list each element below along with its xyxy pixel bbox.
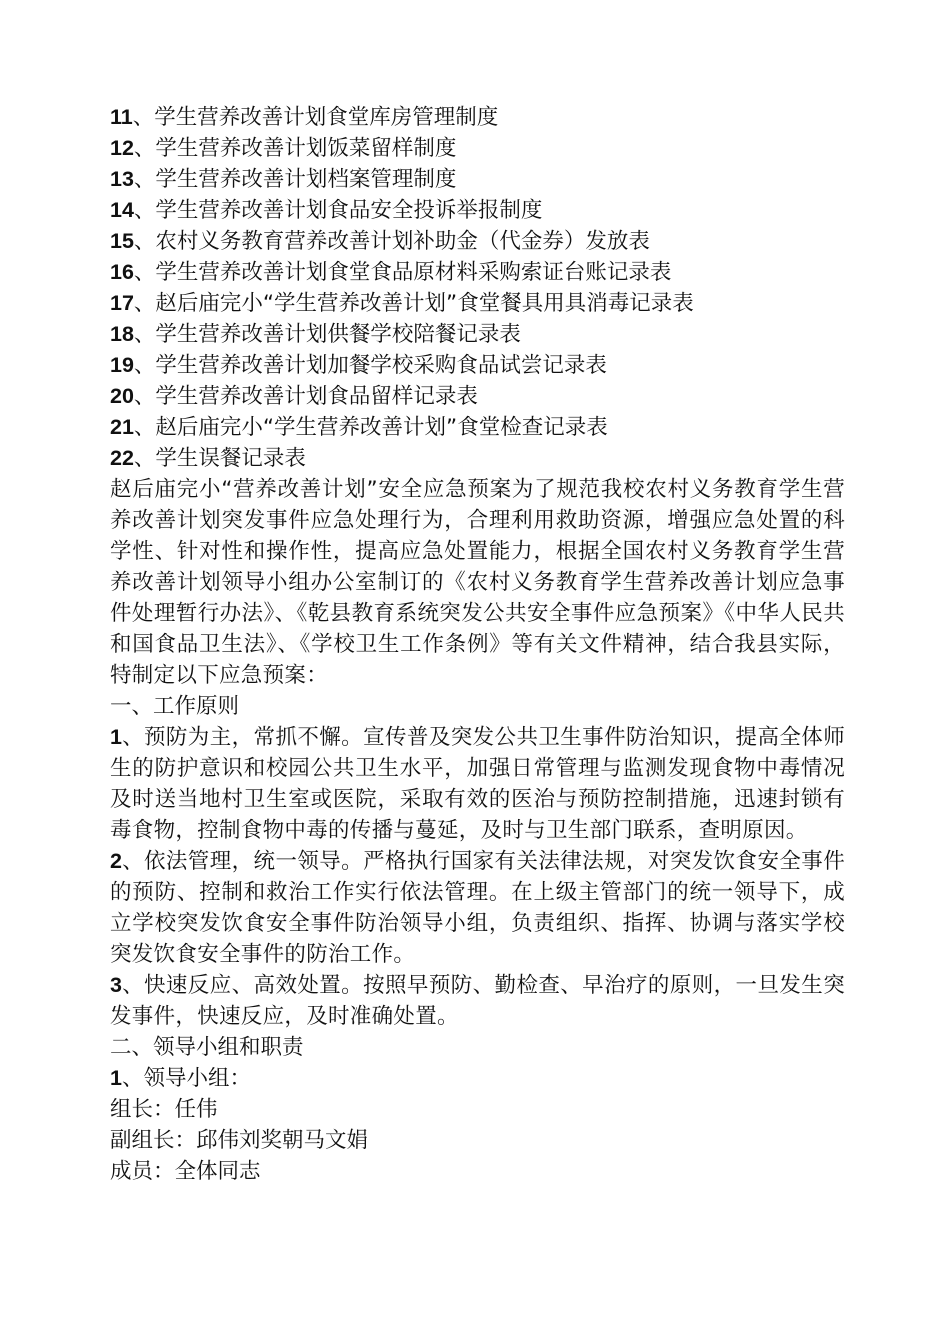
list-item: 12、学生营养改善计划饭菜留样制度	[110, 136, 457, 161]
list-item: 19、学生营养改善计划加餐学校采购食品试尝记录表	[110, 353, 607, 378]
subsection-heading-group: 1、领导小组：	[110, 1066, 251, 1091]
document-page	[110, 102, 845, 1187]
section-heading-leadership: 二、领导小组和职责	[110, 1035, 304, 1060]
list-item: 21、赵后庙完小“学生营养改善计划”食堂检查记录表	[110, 415, 608, 440]
attachment-list	[110, 102, 845, 474]
list-item: 18、学生营养改善计划供餐学校陪餐记录表	[110, 322, 521, 347]
list-item: 20、学生营养改善计划食品留样记录表	[110, 384, 478, 409]
list-item: 22、学生误餐记录表	[110, 446, 306, 471]
principle-paragraph: 1、预防为主，常抓不懈。宣传普及突发公共卫生事件防治知识，提高全体师生的防护意识和校园公共卫生水平，加强日常管理与监测发现食物中毒情况及时送当地村卫生室或医院，采取有效的医治与预防控制措施，迅速封锁有毒食物，控制食物中毒的传播与蔓延，及时与卫生部门联系，查明原因。	[110, 725, 845, 843]
principle-paragraph: 2、依法管理，统一领导。严格执行国家有关法律法规，对突发饮食安全事件的预防、控制和救治工作实行依法管理。在上级主管部门的统一领导下，成立学校突发饮食安全事件防治领导小组，负责组织、指挥、协调与落实学校突发饮食安全事件的防治工作。	[110, 849, 845, 967]
list-item: 16、学生营养改善计划食堂食品原材料采购索证台账记录表	[110, 260, 672, 285]
list-item: 11、学生营养改善计划食堂库房管理制度	[110, 105, 499, 130]
principle-paragraph: 3、快速反应、高效处置。按照早预防、勤检查、早治疗的原则，一旦发生突发事件，快速反应，及时准确处置。	[110, 973, 845, 1029]
group-deputy: 副组长：邱伟刘奖朝马文娟	[110, 1128, 369, 1153]
group-members: 成员：全体同志	[110, 1159, 261, 1184]
list-item: 15、农村义务教育营养改善计划补助金（代金券）发放表	[110, 229, 650, 254]
group-leader: 组长：任伟	[110, 1097, 218, 1122]
list-item: 14、学生营养改善计划食品安全投诉举报制度	[110, 198, 543, 223]
section-heading-principles: 一、工作原则	[110, 694, 240, 719]
list-item: 17、赵后庙完小“学生营养改善计划”食堂餐具用具消毒记录表	[110, 291, 694, 316]
intro-paragraph: 赵后庙完小“营养改善计划”安全应急预案为了规范我校农村义务教育学生营养改善计划突发事件应急处理行为，合理利用救助资源，增强应急处置的科学性、针对性和操作性，提高应急处置能力，根据全国农村义务教育学生营养改善计划领导小组办公室制订的《农村义务教育学生营养改善计划应急事件处理暂行办法》、《乾县教育系统突发公共安全事件应急预案》《中华人民共和国食品卫生法》、《学校卫生工作条例》等有关文件精神，结合我县实际，特制定以下应急预案：	[110, 477, 845, 688]
list-item: 13、学生营养改善计划档案管理制度	[110, 167, 457, 192]
